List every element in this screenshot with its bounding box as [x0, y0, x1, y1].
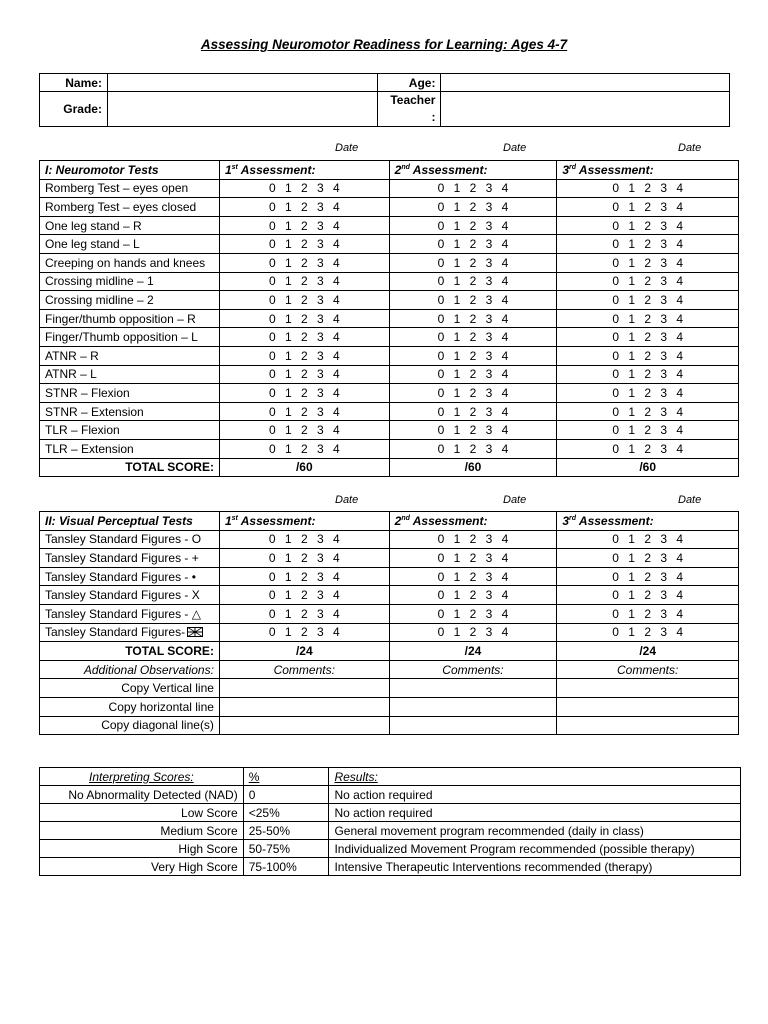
- page-title: Assessing Neuromotor Readiness for Learning: Ages 4-7: [200, 37, 568, 52]
- test-name: Tansley Standard Figures - +: [40, 549, 220, 568]
- score-category: High Score: [40, 840, 244, 858]
- score-scale-1[interactable]: 0 1 2 3 4: [219, 567, 389, 586]
- score-scale-2[interactable]: 0 1 2 3 4: [389, 291, 557, 310]
- table-row: [40, 858, 741, 876]
- score-result: Individualized Movement Program recommended (possible therapy): [329, 840, 741, 858]
- test-name: Tansley Standard Figures - X: [40, 586, 220, 605]
- test-name: Romberg Test – eyes open: [40, 179, 220, 198]
- table-row: [40, 421, 739, 440]
- visual-assessment-3-header: 3rd Assessment:: [557, 512, 739, 531]
- table-row: [40, 549, 739, 568]
- test-name: Finger/Thumb opposition – L: [40, 328, 220, 347]
- table-row: [40, 530, 739, 549]
- score-percent: 25-50%: [243, 822, 329, 840]
- test-name: Tansley Standard Figures - △: [40, 604, 220, 623]
- table-row: [40, 697, 739, 716]
- score-scale-2[interactable]: 0 1 2 3 4: [389, 272, 557, 291]
- observations-label: Additional Observations:: [40, 660, 220, 679]
- neuromotor-total-3: /60: [557, 458, 739, 477]
- score-result: No action required: [329, 804, 741, 822]
- score-scale-1[interactable]: 0 1 2 3 4: [219, 384, 389, 403]
- comments-label-3: Comments:: [557, 660, 739, 679]
- test-name: Finger/thumb opposition – R: [40, 309, 220, 328]
- teacher-label-cell: [378, 92, 441, 127]
- interpretation-header: Interpreting Scores:: [89, 769, 194, 784]
- table-row: [40, 840, 741, 858]
- date-label-2: Date: [503, 142, 527, 154]
- table-row: [40, 567, 739, 586]
- score-scale-2[interactable]: 0 1 2 3 4: [389, 384, 557, 403]
- score-scale-2[interactable]: 0 1 2 3 4: [389, 235, 557, 254]
- score-scale-1[interactable]: 0 1 2 3 4: [219, 346, 389, 365]
- test-name: TLR – Extension: [40, 439, 220, 458]
- test-name: Tansley Standard Figures - O: [40, 530, 220, 549]
- score-scale-3[interactable]: 0 1 2 3 4: [557, 530, 739, 549]
- results-header-cell: [329, 768, 741, 786]
- table-row: [40, 235, 739, 254]
- comment-cell-2[interactable]: [389, 679, 557, 698]
- table-row: [40, 679, 739, 698]
- score-category: Medium Score: [40, 822, 244, 840]
- table-row: [40, 786, 741, 804]
- neuromotor-total-1: /60: [219, 458, 389, 477]
- score-scale-3[interactable]: 0 1 2 3 4: [557, 384, 739, 403]
- table-row: [40, 586, 739, 605]
- score-scale-2[interactable]: 0 1 2 3 4: [389, 216, 557, 235]
- teacher-label: Teacher: [390, 93, 436, 107]
- comments-label-2: Comments:: [389, 660, 557, 679]
- neuromotor-header: I: Neuromotor Tests: [40, 161, 220, 180]
- score-scale-1[interactable]: 0 1 2 3 4: [219, 216, 389, 235]
- table-row: [40, 804, 741, 822]
- test-name: STNR – Extension: [40, 402, 220, 421]
- neuromotor-total-label: TOTAL SCORE:: [40, 458, 220, 477]
- comments-label-1: Comments:: [219, 660, 389, 679]
- score-scale-1[interactable]: 0 1 2 3 4: [219, 530, 389, 549]
- score-category: Very High Score: [40, 858, 244, 876]
- score-scale-1[interactable]: 0 1 2 3 4: [219, 623, 389, 642]
- teacher-field[interactable]: [441, 92, 730, 127]
- score-scale-3[interactable]: 0 1 2 3 4: [557, 365, 739, 384]
- test-name: Crossing midline – 2: [40, 291, 220, 310]
- assessment-1-header: 1st Assessment:: [219, 161, 389, 180]
- score-scale-3[interactable]: 0 1 2 3 4: [557, 586, 739, 605]
- score-result: Intensive Therapeutic Interventions recommended (therapy): [329, 858, 741, 876]
- score-scale-3[interactable]: 0 1 2 3 4: [557, 549, 739, 568]
- comment-cell-1[interactable]: [219, 697, 389, 716]
- score-percent: 50-75%: [243, 840, 329, 858]
- table-row: [40, 439, 739, 458]
- visual-total-label: TOTAL SCORE:: [40, 642, 220, 661]
- score-scale-2[interactable]: 0 1 2 3 4: [389, 309, 557, 328]
- score-scale-1[interactable]: 0 1 2 3 4: [219, 439, 389, 458]
- score-scale-1[interactable]: 0 1 2 3 4: [219, 549, 389, 568]
- table-row: [40, 179, 739, 198]
- score-scale-1[interactable]: 0 1 2 3 4: [219, 235, 389, 254]
- score-percent: 75-100%: [243, 858, 329, 876]
- table-row: [40, 623, 739, 642]
- assessment-3-header: 3rd Assessment:: [557, 161, 739, 180]
- table-row: [40, 198, 739, 217]
- score-scale-3[interactable]: 0 1 2 3 4: [557, 346, 739, 365]
- score-scale-2[interactable]: 0 1 2 3 4: [389, 346, 557, 365]
- copy-task-label: Copy diagonal line(s): [40, 716, 220, 735]
- table-row: [40, 402, 739, 421]
- score-scale-3[interactable]: 0 1 2 3 4: [557, 402, 739, 421]
- score-scale-2[interactable]: 0 1 2 3 4: [389, 365, 557, 384]
- age-label: Age:: [378, 74, 441, 92]
- table-row: [40, 384, 739, 403]
- score-scale-2[interactable]: 0 1 2 3 4: [389, 439, 557, 458]
- test-name: One leg stand – R: [40, 216, 220, 235]
- date-label-3: Date: [678, 142, 702, 154]
- neuromotor-total-2: /60: [389, 458, 557, 477]
- table-row: [40, 309, 739, 328]
- visual-assessment-1-header: 1st Assessment:: [219, 512, 389, 531]
- interpretation-header-cell: [40, 768, 244, 786]
- visual-total-2: /24: [389, 642, 557, 661]
- date-label-6: Date: [678, 494, 702, 506]
- score-scale-3[interactable]: 0 1 2 3 4: [557, 421, 739, 440]
- copy-task-label: Copy horizontal line: [40, 697, 220, 716]
- score-scale-2[interactable]: 0 1 2 3 4: [389, 179, 557, 198]
- score-scale-1[interactable]: 0 1 2 3 4: [219, 421, 389, 440]
- comment-cell-3[interactable]: [557, 679, 739, 698]
- score-percent: <25%: [243, 804, 329, 822]
- score-scale-3[interactable]: 0 1 2 3 4: [557, 179, 739, 198]
- assessment-2-header: 2nd Assessment:: [389, 161, 557, 180]
- date-label-1: Date: [335, 142, 359, 154]
- comment-cell-3[interactable]: [557, 716, 739, 735]
- test-name: Tansley Standard Figures - •: [40, 567, 220, 586]
- percent-header: %: [248, 769, 260, 784]
- results-header: Results:: [334, 769, 378, 784]
- score-scale-1[interactable]: 0 1 2 3 4: [219, 402, 389, 421]
- visual-perceptual-table: [39, 511, 739, 735]
- score-scale-3[interactable]: 0 1 2 3 4: [557, 235, 739, 254]
- visual-total-3: /24: [557, 642, 739, 661]
- score-scale-1[interactable]: 0 1 2 3 4: [219, 604, 389, 623]
- score-scale-3[interactable]: 0 1 2 3 4: [557, 623, 739, 642]
- test-name: TLR – Flexion: [40, 421, 220, 440]
- date-label-4: Date: [335, 494, 359, 506]
- grade-label: Grade:: [40, 92, 108, 127]
- table-row: [40, 604, 739, 623]
- score-scale-2[interactable]: 0 1 2 3 4: [389, 530, 557, 549]
- table-row: [40, 365, 739, 384]
- visual-assessment-2-header: 2nd Assessment:: [389, 512, 557, 531]
- score-scale-2[interactable]: 0 1 2 3 4: [389, 549, 557, 568]
- score-scale-2[interactable]: 0 1 2 3 4: [389, 402, 557, 421]
- score-scale-1[interactable]: 0 1 2 3 4: [219, 198, 389, 217]
- comment-cell-1[interactable]: [219, 679, 389, 698]
- table-row: [40, 328, 739, 347]
- date-label-5: Date: [503, 494, 527, 506]
- score-scale-3[interactable]: 0 1 2 3 4: [557, 604, 739, 623]
- score-scale-2[interactable]: 0 1 2 3 4: [389, 198, 557, 217]
- table-row: [40, 253, 739, 272]
- score-scale-3[interactable]: 0 1 2 3 4: [557, 198, 739, 217]
- visual-header: II: Visual Perceptual Tests: [40, 512, 220, 531]
- score-scale-2[interactable]: 0 1 2 3 4: [389, 586, 557, 605]
- score-scale-3[interactable]: 0 1 2 3 4: [557, 567, 739, 586]
- grid-figure-icon: [187, 626, 203, 640]
- teacher-label-colon: :: [431, 110, 436, 124]
- score-scale-1[interactable]: 0 1 2 3 4: [219, 253, 389, 272]
- score-scale-2[interactable]: 0 1 2 3 4: [389, 623, 557, 642]
- test-name: Tansley Standard Figures-: [40, 623, 220, 642]
- comment-cell-1[interactable]: [219, 716, 389, 735]
- score-result: No action required: [329, 786, 741, 804]
- score-scale-3[interactable]: 0 1 2 3 4: [557, 272, 739, 291]
- score-scale-3[interactable]: 0 1 2 3 4: [557, 309, 739, 328]
- table-row: [40, 822, 741, 840]
- score-scale-3[interactable]: 0 1 2 3 4: [557, 439, 739, 458]
- table-row: [40, 716, 739, 735]
- score-scale-1[interactable]: 0 1 2 3 4: [219, 272, 389, 291]
- score-scale-1[interactable]: 0 1 2 3 4: [219, 586, 389, 605]
- comment-cell-3[interactable]: [557, 697, 739, 716]
- grade-field[interactable]: [107, 92, 378, 127]
- copy-task-label: Copy Vertical line: [40, 679, 220, 698]
- score-scale-2[interactable]: 0 1 2 3 4: [389, 567, 557, 586]
- score-scale-3[interactable]: 0 1 2 3 4: [557, 291, 739, 310]
- score-scale-1[interactable]: 0 1 2 3 4: [219, 365, 389, 384]
- name-label: Name:: [40, 74, 108, 92]
- comment-cell-2[interactable]: [389, 716, 557, 735]
- test-name: STNR – Flexion: [40, 384, 220, 403]
- percent-header-cell: [243, 768, 329, 786]
- test-name: Creeping on hands and knees: [40, 253, 220, 272]
- table-row: [40, 291, 739, 310]
- table-row: [40, 272, 739, 291]
- score-scale-2[interactable]: 0 1 2 3 4: [389, 421, 557, 440]
- score-scale-1[interactable]: 0 1 2 3 4: [219, 309, 389, 328]
- student-info-table: [39, 73, 730, 127]
- score-scale-3[interactable]: 0 1 2 3 4: [557, 328, 739, 347]
- comment-cell-2[interactable]: [389, 697, 557, 716]
- score-result: General movement program recommended (daily in class): [329, 822, 741, 840]
- score-scale-2[interactable]: 0 1 2 3 4: [389, 604, 557, 623]
- visual-total-1: /24: [219, 642, 389, 661]
- score-scale-3[interactable]: 0 1 2 3 4: [557, 216, 739, 235]
- test-name: One leg stand – L: [40, 235, 220, 254]
- test-name: ATNR – R: [40, 346, 220, 365]
- score-scale-1[interactable]: 0 1 2 3 4: [219, 291, 389, 310]
- score-category: Low Score: [40, 804, 244, 822]
- neuromotor-tests-table: [39, 160, 739, 477]
- interpretation-table: [39, 767, 741, 876]
- score-scale-1[interactable]: 0 1 2 3 4: [219, 328, 389, 347]
- score-scale-3[interactable]: 0 1 2 3 4: [557, 253, 739, 272]
- score-scale-2[interactable]: 0 1 2 3 4: [389, 253, 557, 272]
- score-category: No Abnormality Detected (NAD): [40, 786, 244, 804]
- test-name: Crossing midline – 1: [40, 272, 220, 291]
- score-scale-1[interactable]: 0 1 2 3 4: [219, 179, 389, 198]
- score-percent: 0: [243, 786, 329, 804]
- table-row: [40, 346, 739, 365]
- age-field[interactable]: [441, 74, 730, 92]
- table-row: [40, 216, 739, 235]
- name-field[interactable]: [107, 74, 378, 92]
- test-name: ATNR – L: [40, 365, 220, 384]
- test-name: Romberg Test – eyes closed: [40, 198, 220, 217]
- score-scale-2[interactable]: 0 1 2 3 4: [389, 328, 557, 347]
